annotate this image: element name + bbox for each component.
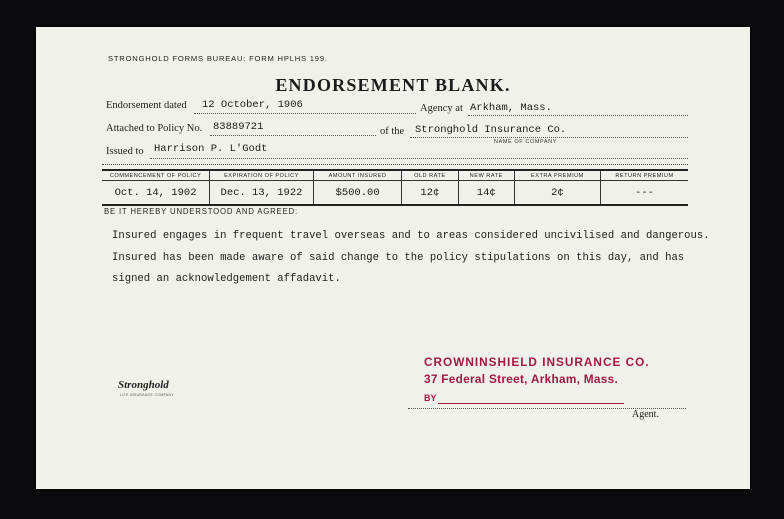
issued-to-value: Harrison P. L'Godt — [154, 143, 268, 155]
endorsement-dated-line — [194, 113, 416, 114]
company-line — [410, 137, 688, 138]
cell-new-rate: 14¢ — [458, 181, 514, 206]
agency-value: Arkham, Mass. — [470, 102, 552, 114]
attached-to-policy-label: Attached to Policy No. — [106, 123, 203, 134]
logo-subtext: LIFE INSURANCE COMPANY — [120, 393, 174, 397]
stamp-by-label: BY — [424, 393, 437, 403]
col-return-premium: RETURN PREMIUM — [600, 170, 688, 181]
endorsement-dated-value: 12 October, 1906 — [202, 99, 303, 111]
stronghold-logo: Stronghold — [118, 379, 169, 391]
col-commencement: COMMENCEMENT OF POLICY — [102, 170, 210, 181]
cell-return-premium: --- — [600, 181, 688, 206]
table-row — [102, 181, 688, 206]
agent-label: Agent. — [632, 409, 659, 420]
issued-to-label: Issued to — [106, 146, 144, 157]
company-caption: NAME OF COMPANY — [494, 139, 557, 145]
divider — [102, 164, 688, 165]
cell-commencement: Oct. 14, 1902 — [114, 186, 197, 199]
policy-no-line — [210, 135, 376, 136]
cell-expiration: Dec. 13, 1922 — [210, 181, 314, 206]
policy-table — [102, 169, 688, 206]
company-value: Stronghold Insurance Co. — [415, 124, 567, 136]
policy-table-header-row — [102, 170, 688, 181]
col-extra-premium: EXTRA PREMIUM — [514, 170, 600, 181]
issued-to-line — [150, 158, 688, 159]
agreed-label: BE IT HEREBY UNDERSTOOD AND AGREED: — [104, 207, 298, 216]
cell-amount-insured: $500.00 — [313, 181, 401, 206]
stamp-company-name: CROWNINSHIELD INSURANCE CO. — [424, 355, 650, 369]
endorsement-dated-label: Endorsement dated — [106, 100, 187, 111]
col-new-rate: NEW RATE — [458, 170, 514, 181]
col-expiration: EXPIRATION OF POLICY — [210, 170, 314, 181]
form-title: ENDORSEMENT BLANK. — [275, 75, 511, 95]
form-bureau-header: STRONGHOLD FORMS BUREAU: FORM HPLHS 199. — [108, 54, 328, 63]
cell-old-rate: 12¢ — [402, 181, 458, 206]
endorsement-form — [36, 27, 750, 489]
stamp-address: 37 Federal Street, Arkham, Mass. — [424, 372, 619, 386]
agency-label: Agency at — [420, 103, 463, 114]
col-old-rate: OLD RATE — [402, 170, 458, 181]
cell-extra-premium: 2¢ — [514, 181, 600, 206]
endorsement-body-text: Insured engages in frequent travel overseas and to areas considered uncivilised and dangerous. Insured has been made aware of said change to the policy stipulations on this day, and has signed an acknowledgement affadavit. — [112, 230, 710, 285]
col-amount-insured: AMOUNT INSURED — [313, 170, 401, 181]
policy-no-value: 83889721 — [213, 121, 264, 133]
stamp-by-line — [438, 403, 624, 404]
of-the-label: of the — [380, 126, 405, 137]
agency-line — [468, 115, 688, 116]
